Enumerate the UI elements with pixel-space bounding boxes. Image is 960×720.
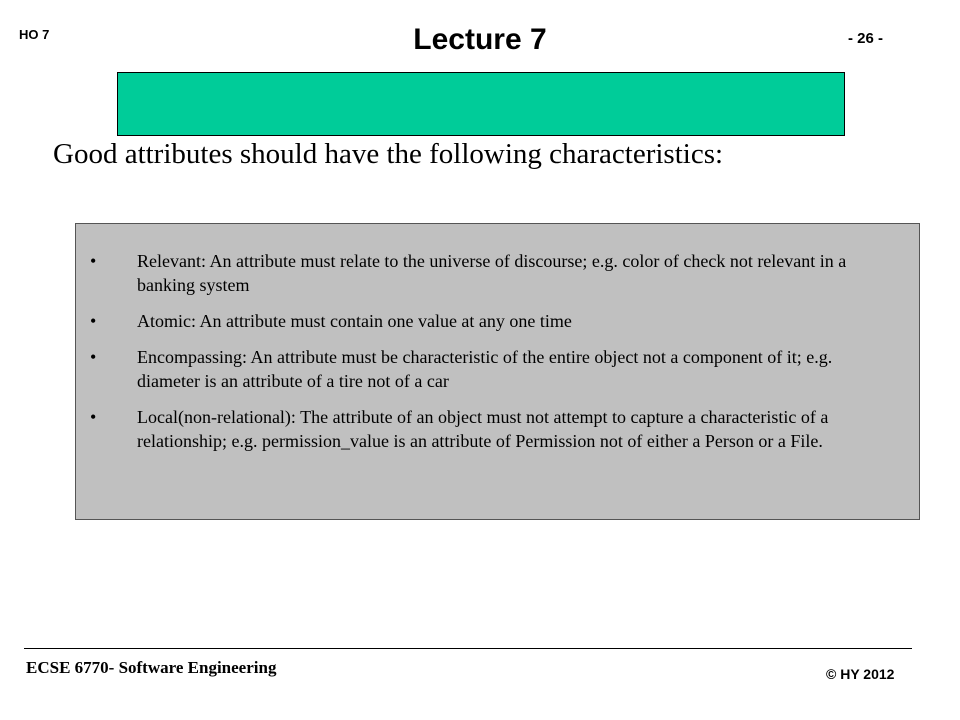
bullet-icon: • — [90, 347, 97, 367]
bullet-text-atomic: Atomic: An attribute must contain one value at any one time — [137, 311, 572, 331]
list-item — [76, 309, 847, 333]
list-item — [76, 405, 847, 453]
accent-banner — [117, 72, 845, 136]
bullet-icon: • — [90, 311, 97, 331]
footer-divider — [24, 648, 912, 649]
page-title: Lecture 7 — [413, 23, 547, 56]
slide-heading: Good attributes should have the following characteristics: — [53, 138, 724, 170]
copyright-notice: © HY 2012 — [826, 666, 895, 682]
bullet-text-encompassing: Encompassing: An attribute must be characteristic of the entire object not a component of it; e.g. diameter is an attribute of a tire not of a car — [137, 347, 833, 391]
list-item — [76, 249, 847, 297]
handout-label: HO 7 — [19, 27, 50, 42]
bullet-icon: • — [90, 407, 97, 427]
bullet-list — [76, 249, 847, 465]
bullet-icon: • — [90, 251, 97, 271]
bullet-text-local: Local(non-relational): The attribute of an object must not attempt to capture a characteristic of a relationship; e.g. permission_value is an attribute of Permission not of either a Person or a File. — [137, 407, 829, 451]
course-name: ECSE 6770- Software Engineering — [26, 658, 277, 677]
bullet-panel — [75, 223, 920, 520]
page-number: - 26 - — [848, 30, 884, 47]
list-item — [76, 345, 847, 393]
bullet-text-relevant: Relevant: An attribute must relate to the universe of discourse; e.g. color of check not relevant in a banking system — [137, 251, 847, 295]
